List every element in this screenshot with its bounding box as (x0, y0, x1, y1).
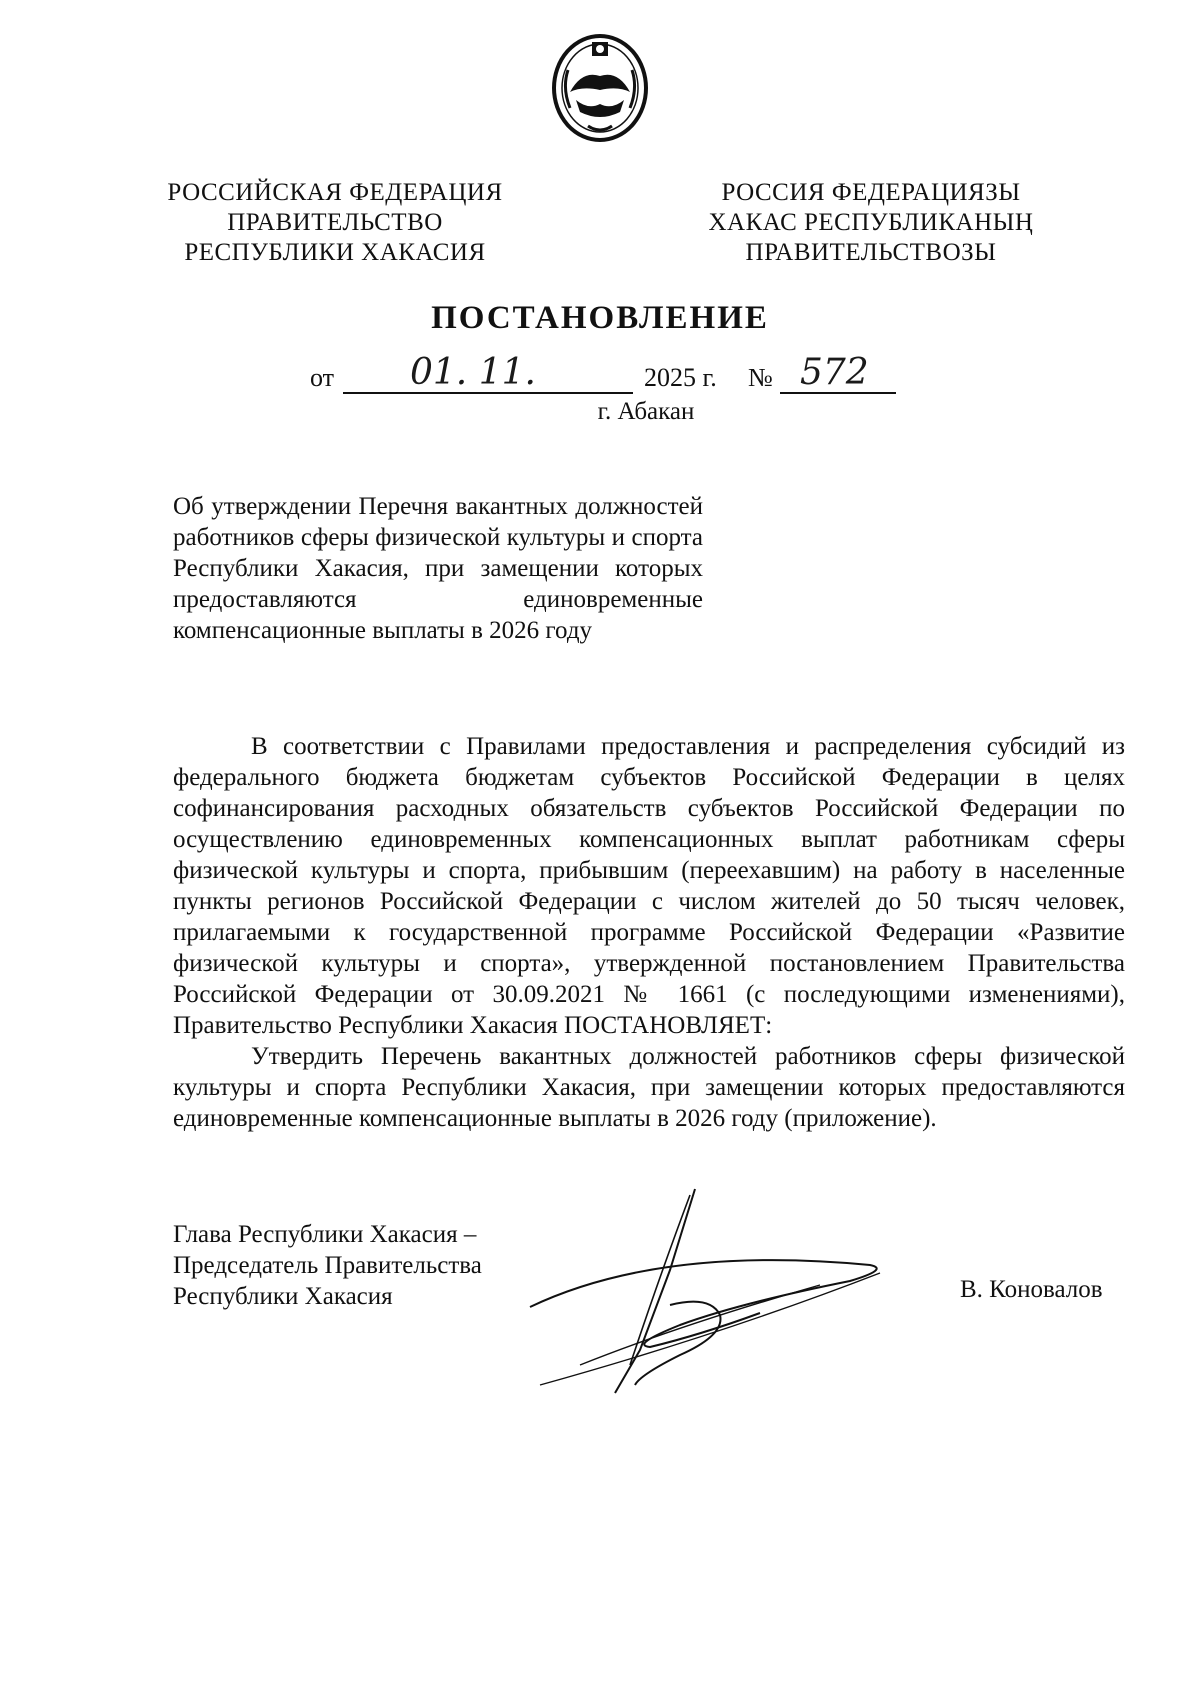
document-type-title: ПОСТАНОВЛЕНИЕ (431, 300, 769, 336)
header-left-line-1: РОССИЙСКАЯ ФЕДЕРАЦИЯ (167, 179, 503, 206)
signer-name: В. Коновалов (960, 1276, 1103, 1303)
coat-of-arms-icon (548, 30, 652, 146)
handwritten-number: 572 (800, 352, 869, 393)
header-left-line-2: ПРАВИТЕЛЬСТВО (227, 209, 443, 236)
signer-position-line-1: Глава Республики Хакасия – (173, 1221, 477, 1248)
year-text: 2025 г. (644, 363, 717, 392)
signer-position-line-2: Председатель Правительства (173, 1252, 482, 1279)
signer-position (173, 1219, 533, 1312)
header-left-line-3: РЕСПУБЛИКИ ХАКАСИЯ (184, 239, 486, 266)
header-right-line-3: ПРАВИТЕЛЬСТВОЗЫ (745, 239, 997, 266)
header-left (150, 178, 520, 268)
city: г. Абакан (597, 398, 695, 425)
header-right-line-2: ХАКАС РЕСПУБЛИКАНЫҢ (708, 209, 1034, 236)
body-paragraph-1: В соответствии с Правилами предоставления и распределения субсидий из федерального бюджета бюджетам субъектов Российской Федерации в целях софинансирования расходных обязательств субъектов Российской Федерации по осуществлению единовременных компенсационных выплат работникам сферы физической культуры и спорта, прибывшим (переехавшим) на работу в населенные пункты регионов Российской Федерации с числом жителей до 50 тысяч человек, прилагаемыми к государственной программе Российской Федерации «Развитие физической культуры и спорта», утвержденной постановлением Правительства Российской Федерации от 30.09.2021 № 1661 (с последующими изменениями), Правительство Республики Хакасия ПОСТАНОВЛЯЕТ: (173, 733, 1125, 1039)
body-paragraph-2: Утвердить Перечень вакантных должностей работников сферы физической культуры и спорта Республики Хакасия, при замещении которых предоставляются единовременные компенсационные выплаты в 2026 году (приложение). (173, 1043, 1125, 1132)
handwritten-signature (520, 1185, 920, 1400)
header-right (686, 178, 1056, 268)
number-prefix: № (748, 363, 773, 392)
date-prefix: от (310, 363, 335, 392)
header-right-line-1: РОССИЯ ФЕДЕРАЦИЯЗЫ (721, 179, 1021, 206)
document-subject: Об утверждении Перечня вакантных должностей работников сферы физической культуры и спорта Республики Хакасия, при замещении которых предоставляются единовременные компенсационные выплаты в 2026 году (173, 493, 703, 644)
handwritten-date: 01. 11. (410, 352, 536, 393)
signer-position-line-3: Республики Хакасия (173, 1283, 393, 1310)
